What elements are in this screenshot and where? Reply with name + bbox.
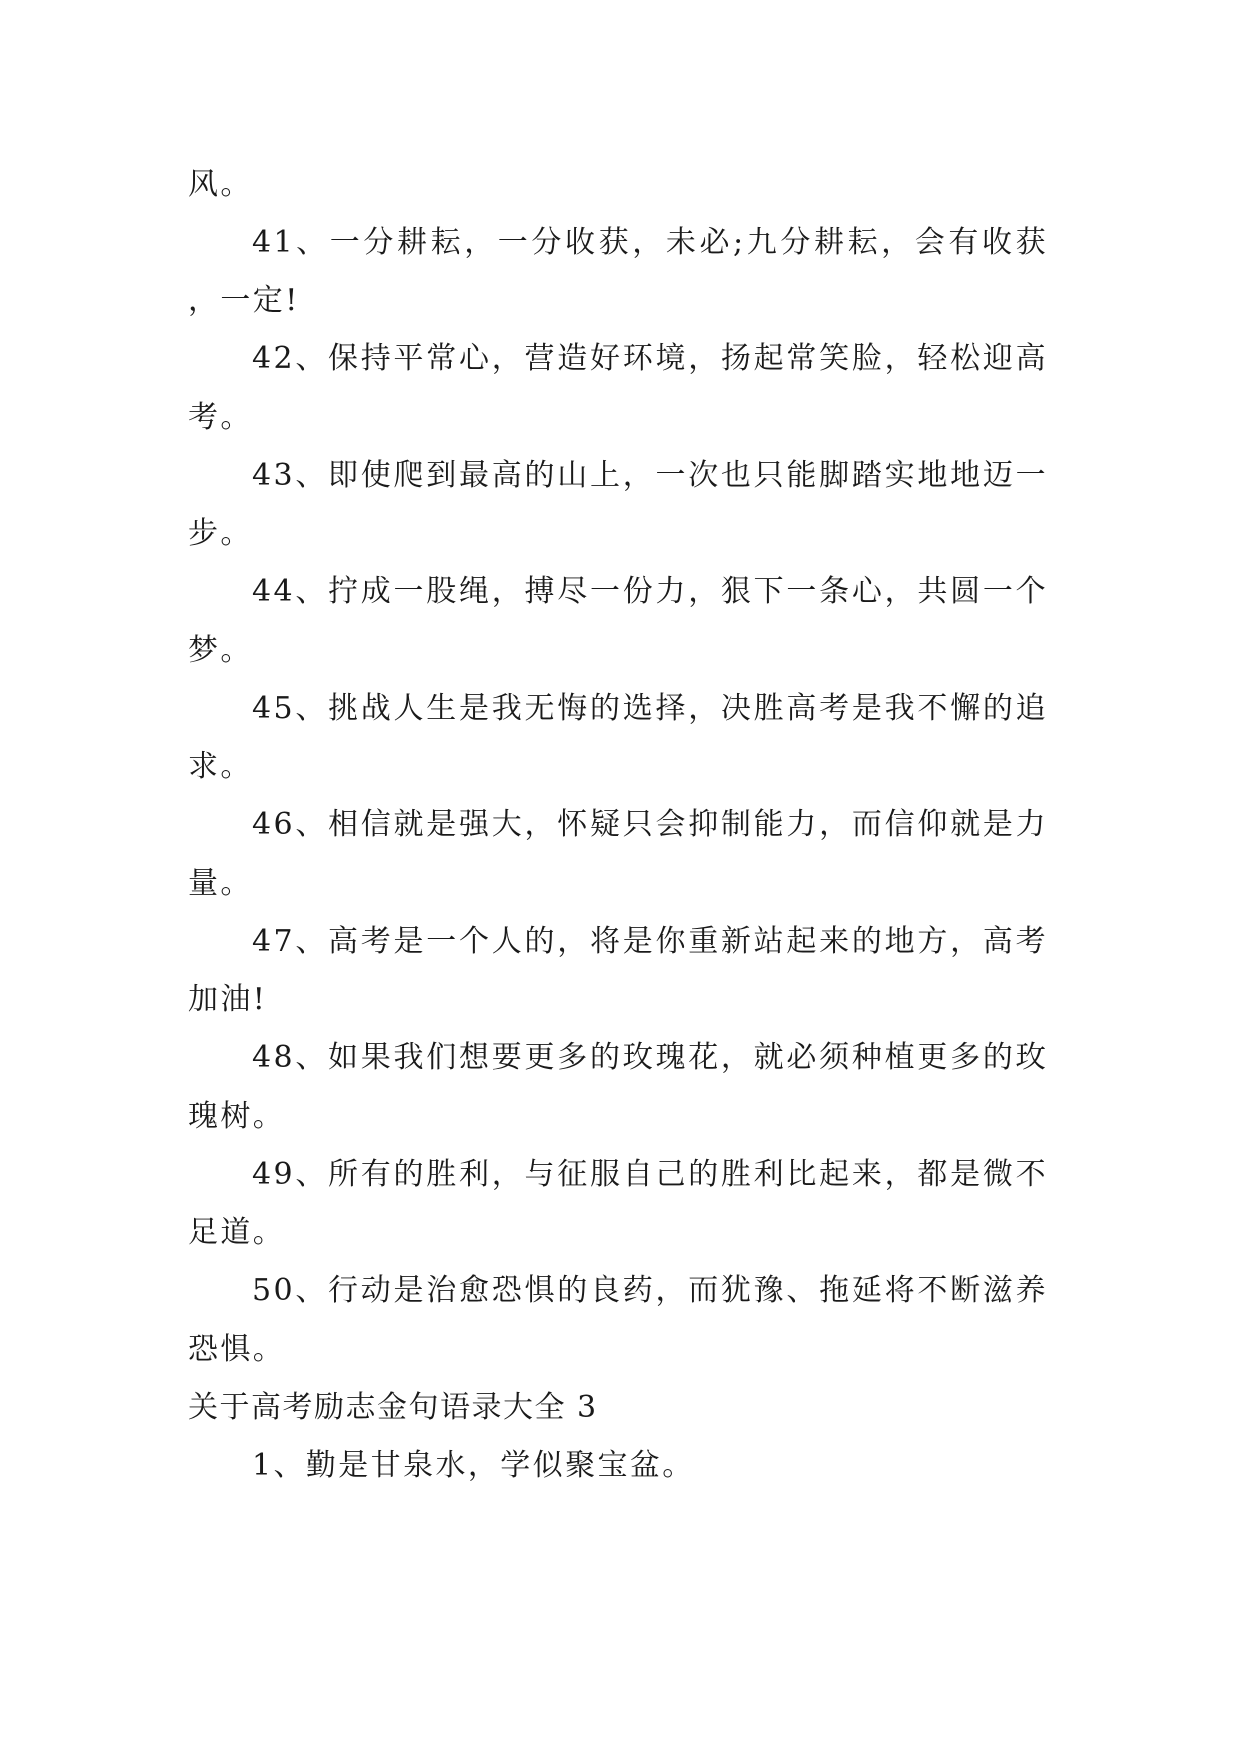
quote-42: 42、保持平常心，营造好环境，扬起常笑脸，轻松迎高考。 <box>188 341 1048 435</box>
section-heading: 关于高考励志金句语录大全 3 <box>188 1389 598 1425</box>
quote-41: 41、一分耕耘，一分收获，未必;九分耕耘，会有收获，一定! <box>188 224 1048 318</box>
document-body <box>188 156 1048 1496</box>
quote-47: 47、高考是一个人的，将是你重新站起来的地方，高考加油! <box>188 923 1048 1017</box>
quote-45: 45、挑战人生是我无悔的选择，决胜高考是我不懈的追求。 <box>188 690 1048 784</box>
quote-44: 44、拧成一股绳，搏尽一份力，狠下一条心，共圆一个梦。 <box>188 574 1048 668</box>
quote-46: 46、相信就是强大，怀疑只会抑制能力，而信仰就是力量。 <box>188 807 1048 901</box>
paragraph-continuation: 风。 <box>188 166 253 202</box>
quote-43: 43、即使爬到最高的山上，一次也只能脚踏实地地迈一步。 <box>188 457 1048 551</box>
quote-49: 49、所有的胜利，与征服自己的胜利比起来，都是微不足道。 <box>188 1156 1048 1250</box>
quote-48: 48、如果我们想要更多的玫瑰花，就必须种植更多的玫瑰树。 <box>188 1040 1048 1134</box>
quote-50: 50、行动是治愈恐惧的良药，而犹豫、拖延将不断滋养恐惧。 <box>188 1273 1048 1367</box>
quote-1: 1、勤是甘泉水，学似聚宝盆。 <box>252 1448 695 1483</box>
